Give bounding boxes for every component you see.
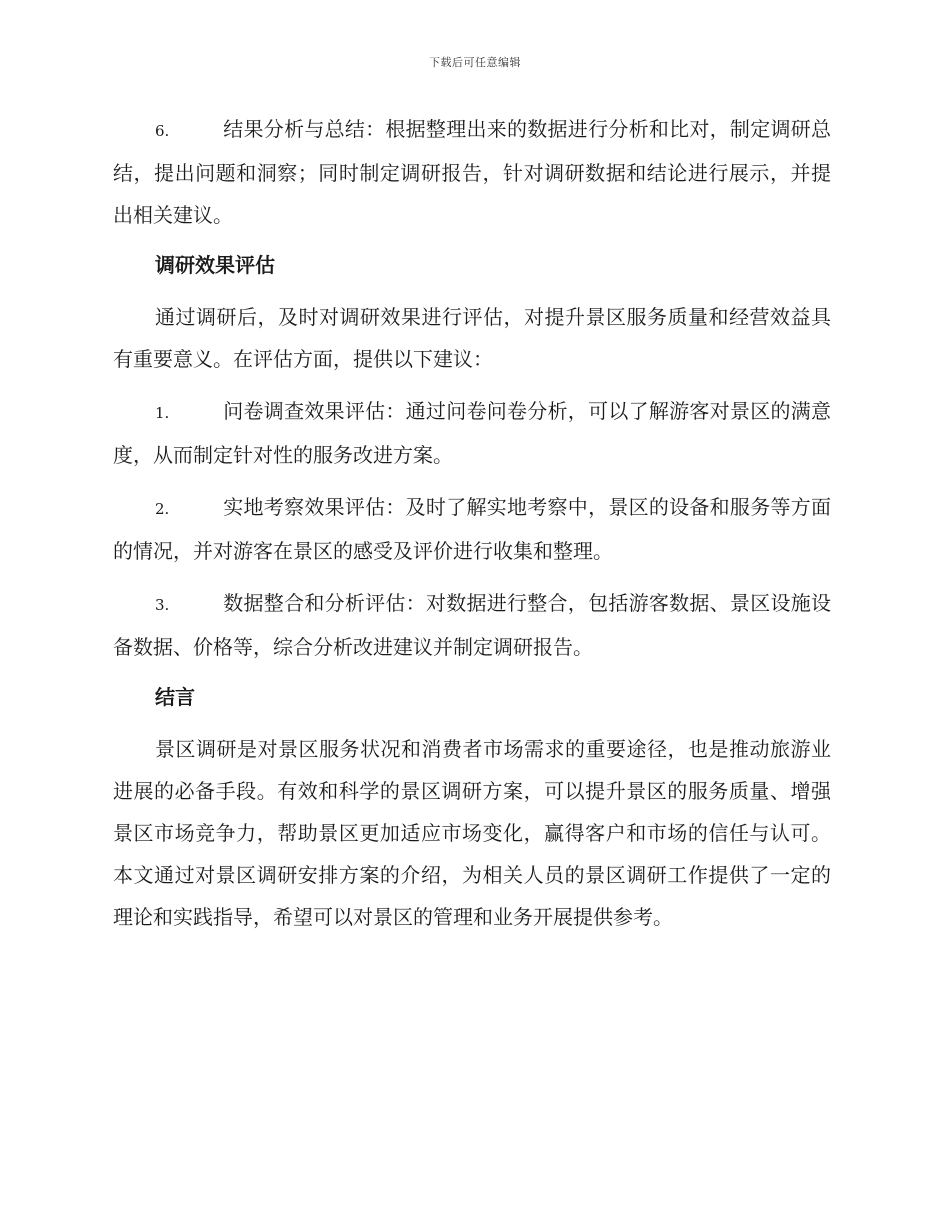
evaluation-intro-paragraph: 通过调研后，及时对调研效果进行评估，对提升景区服务质量和经营效益具有重要意义。在评估方面，提供以下建议： bbox=[113, 305, 831, 371]
section-heading-conclusion: 结言 bbox=[155, 685, 195, 709]
list-item-text: 问卷调查效果评估：通过问卷问卷分析，可以了解游客对景区的满意度，从而制定针对性的服务改进方案。 bbox=[113, 399, 831, 467]
list-number: 3. bbox=[155, 596, 170, 614]
page-header: 下载后可任意编辑 bbox=[429, 56, 521, 69]
list-item-6 bbox=[113, 108, 831, 236]
list-item-text: 实地考察效果评估：及时了解实地考察中，景区的设备和服务等方面的情况，并对游客在景区的感受及评价进行收集和整理。 bbox=[113, 495, 831, 563]
conclusion-paragraph: 景区调研是对景区服务状况和消费者市场需求的重要途径，也是推动旅游业进展的必备手段。有效和科学的景区调研方案，可以提升景区的服务质量、增强景区市场竞争力，帮助景区更加适应市场变化，赢得客户和市场的信任与认可。本文通过对景区调研安排方案的介绍，为相关人员的景区调研工作提供了一定的理论和实践指导，希望可以对景区的管理和业务开展提供参考。 bbox=[113, 737, 831, 929]
list-number: 1. bbox=[155, 404, 170, 422]
list-number: 6. bbox=[155, 122, 170, 140]
document-body bbox=[113, 108, 831, 948]
section-heading-evaluation: 调研效果评估 bbox=[155, 253, 275, 277]
list-item-1 bbox=[113, 390, 831, 476]
list-item-2 bbox=[113, 486, 831, 572]
list-item-3 bbox=[113, 582, 831, 668]
list-item-text: 结果分析与总结：根据整理出来的数据进行分析和比对，制定调研总结，提出问题和洞察；同时制定调研报告，针对调研数据和结论进行展示，并提出相关建议。 bbox=[113, 117, 831, 227]
list-item-text: 数据整合和分析评估：对数据进行整合，包括游客数据、景区设施设备数据、价格等，综合分析改进建议并制定调研报告。 bbox=[113, 591, 831, 659]
list-number: 2. bbox=[155, 500, 170, 518]
